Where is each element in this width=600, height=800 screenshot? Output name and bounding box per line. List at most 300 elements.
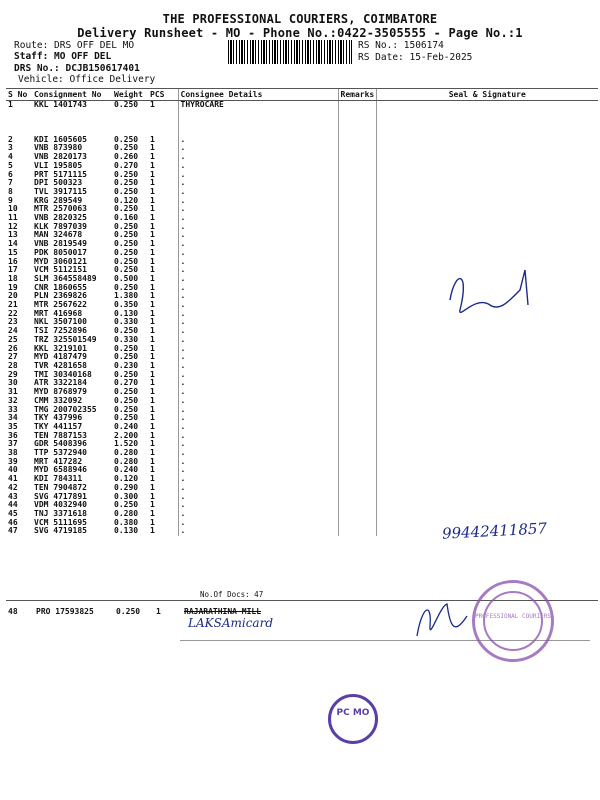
table-cell: TNJ 3371618 (34, 508, 87, 518)
table-cell: 40 (8, 465, 18, 475)
table-cell: 0.250 (114, 500, 139, 510)
table-cell: TTP 5372940 (34, 448, 87, 458)
table-cell (376, 353, 598, 362)
table-cell: 1 (150, 221, 155, 231)
table-cell (338, 240, 376, 249)
table-cell: 1 (150, 421, 155, 431)
table-cell: 46 (8, 517, 18, 527)
table-cell: 0.230 (114, 360, 139, 370)
table-row (6, 136, 598, 145)
table-cell (376, 458, 598, 467)
last-consignee: RAJARATHINA MILL (184, 607, 262, 616)
table-cell: 0.300 (114, 491, 139, 501)
table-cell: . (178, 284, 338, 293)
table-cell: MRT 416968 (34, 308, 83, 318)
table-row (6, 475, 598, 484)
table-cell (376, 197, 598, 206)
table-cell: . (178, 388, 338, 397)
table-cell: 0.500 (114, 273, 139, 283)
table-cell: 25 (8, 334, 18, 344)
table-cell: 1 (150, 239, 155, 249)
table-cell: 43 (8, 491, 18, 501)
table-cell: MTR 2567622 (34, 300, 87, 310)
table-cell (338, 249, 376, 258)
table-cell: MTR 2570063 (34, 204, 87, 214)
table-cell: NKL 3507100 (34, 317, 87, 327)
table-cell (338, 197, 376, 206)
table-cell: 0.250 (114, 204, 139, 214)
table-cell: PLN 2369826 (34, 291, 87, 301)
table-cell: 0.120 (114, 195, 139, 205)
table-cell (338, 527, 376, 536)
table-cell (338, 179, 376, 188)
table-cell: KKL 3219101 (34, 343, 87, 353)
table-cell: PRT 5171115 (34, 169, 87, 179)
table-cell (376, 214, 598, 223)
table-cell: VNB 2819549 (34, 239, 87, 249)
table-cell (338, 440, 376, 449)
table-cell: 12 (8, 221, 18, 231)
table-cell: 0.250 (114, 265, 139, 275)
table-row (6, 371, 598, 380)
table-cell: 16 (8, 256, 18, 266)
table-row (6, 336, 598, 345)
table-row (6, 205, 598, 214)
table-cell: 5 (8, 160, 13, 170)
table-cell (338, 362, 376, 371)
table-cell (338, 310, 376, 319)
table-cell (376, 423, 598, 432)
table-header (6, 89, 598, 101)
table-cell: DPI 500323 (34, 178, 83, 188)
table-cell: . (178, 345, 338, 354)
table-cell (338, 205, 376, 214)
column-header: Consignment No (32, 89, 112, 101)
handwritten-number: 99442411857 (441, 519, 548, 543)
table-cell: 0.250 (114, 178, 139, 188)
table-cell (338, 510, 376, 519)
table-cell: 1 (150, 517, 155, 527)
table-cell: . (178, 301, 338, 310)
table-cell: 1 (8, 100, 13, 109)
table-cell: 0.250 (114, 247, 139, 257)
table-cell: 26 (8, 343, 18, 353)
table-cell: VNB 873980 (34, 143, 83, 153)
table-cell: . (178, 336, 338, 345)
table-cell: TKY 437996 (34, 413, 83, 423)
table-cell (376, 101, 598, 110)
table-cell (338, 371, 376, 380)
table-cell (338, 101, 376, 110)
table-cell: 0.250 (114, 326, 139, 336)
table-cell: CMM 332092 (34, 395, 83, 405)
table-cell (376, 379, 598, 388)
table-cell: 1 (150, 404, 155, 414)
table-cell (338, 432, 376, 441)
barcode (228, 40, 352, 64)
table-cell (376, 501, 598, 510)
table-cell: 28 (8, 360, 18, 370)
table-cell: 4 (8, 152, 13, 162)
table-cell: 17 (8, 265, 18, 275)
table-cell: 0.330 (114, 317, 139, 327)
table-cell: 0.130 (114, 308, 139, 318)
table-cell (338, 388, 376, 397)
table-cell (376, 466, 598, 475)
table-cell (376, 440, 598, 449)
table-cell: VNB 2820173 (34, 152, 87, 162)
table-cell (376, 153, 598, 162)
table-cell: 1 (150, 169, 155, 179)
table-cell: KKL 1401743 (34, 100, 87, 109)
table-cell: 1.520 (114, 439, 139, 449)
table-cell: 1 (150, 343, 155, 353)
table-cell (338, 458, 376, 467)
table-cell: 1 (150, 413, 155, 423)
table-cell: 0.250 (114, 221, 139, 231)
table-cell (338, 406, 376, 415)
table-cell: 37 (8, 439, 18, 449)
table-cell (338, 519, 376, 528)
table-cell: TRZ 325501549 (34, 334, 97, 344)
table-cell (338, 223, 376, 232)
table-cell (338, 301, 376, 310)
table-cell: 1 (150, 100, 155, 109)
table-cell (376, 336, 598, 345)
table-cell (376, 144, 598, 153)
table-cell (376, 397, 598, 406)
table-cell: . (178, 197, 338, 206)
table-cell: 1 (150, 334, 155, 344)
table-cell: . (178, 493, 338, 502)
table-cell: . (178, 362, 338, 371)
table-cell (338, 153, 376, 162)
table-row (6, 353, 598, 362)
table-cell: . (178, 249, 338, 258)
table-cell: . (178, 458, 338, 467)
table-row (6, 144, 598, 153)
table-row (6, 101, 598, 110)
table-cell: 0.270 (114, 378, 139, 388)
table-cell: TVR 4281658 (34, 360, 87, 370)
table-cell: TVL 3917115 (34, 186, 87, 196)
table-row (6, 197, 598, 206)
table-cell: VDM 4032940 (34, 500, 87, 510)
table-cell: 39 (8, 456, 18, 466)
table-cell: 1 (150, 213, 155, 223)
table-cell: . (178, 179, 338, 188)
pc-mo-stamp: PC MO (328, 694, 378, 744)
table-cell (376, 240, 598, 249)
table-cell: . (178, 292, 338, 301)
table-cell: 1 (150, 143, 155, 153)
table-cell: . (178, 136, 338, 145)
table-cell: 0.160 (114, 213, 139, 223)
table-cell (338, 171, 376, 180)
table-row (6, 362, 598, 371)
table-cell: 20 (8, 291, 18, 301)
table-cell: 0.380 (114, 517, 139, 527)
table-cell (338, 379, 376, 388)
table-cell: MRT 417282 (34, 456, 83, 466)
table-cell: . (178, 527, 338, 536)
table-cell (338, 188, 376, 197)
table-cell (376, 493, 598, 502)
table-row (6, 423, 598, 432)
table-cell: SVG 4719185 (34, 526, 87, 536)
table-cell: 41 (8, 474, 18, 484)
handwritten-name: LAKSAmicard (188, 616, 273, 630)
table-cell: 1 (150, 465, 155, 475)
table-cell: 0.250 (114, 404, 139, 414)
table-cell: 1 (150, 369, 155, 379)
table-cell: . (178, 510, 338, 519)
table-cell (338, 414, 376, 423)
table-row (6, 406, 598, 415)
table-cell (376, 136, 598, 145)
table-cell: 11 (8, 213, 18, 223)
table-cell: KLK 7897039 (34, 221, 87, 231)
table-cell: 1 (150, 204, 155, 214)
table-cell: 0.250 (114, 143, 139, 153)
rs-number: RS No.: 1506174 (358, 40, 444, 51)
table-cell: MAN 324678 (34, 230, 83, 240)
table-cell: 47 (8, 526, 18, 536)
table-cell: 6 (8, 169, 13, 179)
staff-text: Staff: MO OFF DEL (14, 51, 112, 62)
table-cell: 1 (150, 395, 155, 405)
table-cell: 1 (150, 508, 155, 518)
signature-mark-2 (412, 596, 472, 644)
table-cell (376, 371, 598, 380)
table-cell: 1 (150, 230, 155, 240)
company-seal-stamp: PROFESSIONAL COURIERS (472, 580, 554, 662)
table-row (6, 414, 598, 423)
company-title: THE PROFESSIONAL COURIERS, COIMBATORE (162, 12, 438, 26)
table-cell: 0.120 (114, 474, 139, 484)
table-cell: 0.250 (114, 369, 139, 379)
table-cell: . (178, 353, 338, 362)
table-cell: 1 (150, 439, 155, 449)
table-cell: . (178, 266, 338, 275)
table-cell: 15 (8, 247, 18, 257)
table-cell: 1 (150, 387, 155, 397)
table-cell: 1 (150, 186, 155, 196)
table-cell: . (178, 214, 338, 223)
table-row (6, 466, 598, 475)
table-cell (376, 205, 598, 214)
table-cell: 1 (150, 265, 155, 275)
table-cell (338, 493, 376, 502)
table-cell: 2 (8, 134, 13, 144)
table-cell: 0.250 (114, 352, 139, 362)
table-row (6, 449, 598, 458)
table-cell: 35 (8, 421, 18, 431)
table-cell: VNB 2820325 (34, 213, 87, 223)
table-cell (338, 136, 376, 145)
column-header: Seal & Signature (376, 89, 598, 101)
table-cell: TKY 441157 (34, 421, 83, 431)
table-cell: 1 (150, 326, 155, 336)
table-cell: 27 (8, 352, 18, 362)
table-cell: . (178, 240, 338, 249)
table-cell: 1 (150, 273, 155, 283)
table-cell: 0.130 (114, 526, 139, 536)
table-cell: MYD 6588946 (34, 465, 87, 475)
table-cell: 30 (8, 378, 18, 388)
table-cell: 1 (150, 317, 155, 327)
table-cell: . (178, 144, 338, 153)
table-cell: . (178, 171, 338, 180)
table-cell: . (178, 371, 338, 380)
table-cell: 1 (150, 178, 155, 188)
table-cell: 1 (150, 256, 155, 266)
runsheet-line: Delivery Runsheet - MO - Phone No.:0422-3505555 - Page No.:1 (77, 26, 523, 40)
table-cell (376, 223, 598, 232)
table-cell: . (178, 205, 338, 214)
table-cell: 1 (150, 456, 155, 466)
table-cell: 0.250 (114, 413, 139, 423)
table-cell: 19 (8, 282, 18, 292)
table-cell: . (178, 423, 338, 432)
table-cell: 1.380 (114, 291, 139, 301)
table-cell: 1 (150, 448, 155, 458)
table-cell (338, 266, 376, 275)
table-cell: KDI 784311 (34, 474, 83, 484)
table-row (6, 171, 598, 180)
table-cell (376, 414, 598, 423)
table-cell: 21 (8, 300, 18, 310)
table-cell: 1 (150, 134, 155, 144)
signature-mark (430, 260, 560, 330)
table-cell (338, 292, 376, 301)
table-row (6, 510, 598, 519)
table-cell: VCM 5112151 (34, 265, 87, 275)
table-cell: . (178, 414, 338, 423)
table-cell: 0.240 (114, 421, 139, 431)
docs-count: No.Of Docs: 47 (200, 590, 264, 599)
table-cell: . (178, 162, 338, 171)
table-cell: SVG 4717891 (34, 491, 87, 501)
table-cell: . (178, 310, 338, 319)
table-row (6, 231, 598, 240)
table-cell: KRG 289549 (34, 195, 83, 205)
table-row (6, 440, 598, 449)
table-cell: 24 (8, 326, 18, 336)
table-cell: MYD 4187479 (34, 352, 87, 362)
table-row (6, 249, 598, 258)
table-cell (376, 406, 598, 415)
table-row (6, 188, 598, 197)
table-cell: . (178, 275, 338, 284)
table-cell: 1 (150, 352, 155, 362)
table-cell: . (178, 501, 338, 510)
table-cell (376, 231, 598, 240)
table-cell: 1 (150, 430, 155, 440)
table-cell: 1 (150, 474, 155, 484)
table-cell: . (178, 466, 338, 475)
table-cell: MYD 8768979 (34, 387, 87, 397)
column-header: PCS (148, 89, 178, 101)
table-cell (338, 336, 376, 345)
table-cell: CNR 1860655 (34, 282, 87, 292)
rs-date: RS Date: 15-Feb-2025 (358, 52, 473, 63)
table-cell: KDI 1605605 (34, 134, 87, 144)
table-cell: 1 (150, 195, 155, 205)
table-row (6, 458, 598, 467)
table-cell (376, 388, 598, 397)
table-cell: VCM 5111695 (34, 517, 87, 527)
table-cell (376, 179, 598, 188)
table-cell: 1 (150, 526, 155, 536)
table-cell: . (178, 484, 338, 493)
table-cell: 1 (150, 300, 155, 310)
table-cell: 1 (150, 247, 155, 257)
table-cell (376, 345, 598, 354)
table-cell (338, 484, 376, 493)
table-cell: 0.250 (114, 282, 139, 292)
table-cell: GDR 5408396 (34, 439, 87, 449)
table-cell: 0.250 (114, 343, 139, 353)
table-cell: VLI 195805 (34, 160, 83, 170)
table-cell: 0.250 (114, 134, 139, 144)
table-row (6, 214, 598, 223)
table-cell: TSI 7252896 (34, 326, 87, 336)
table-row (6, 432, 598, 441)
table-cell (338, 345, 376, 354)
table-cell: 42 (8, 482, 18, 492)
table-cell: PDK 8050017 (34, 247, 87, 257)
last-pcs: 1 (156, 607, 161, 616)
table-cell (376, 510, 598, 519)
table-cell: 36 (8, 430, 18, 440)
table-cell: 32 (8, 395, 18, 405)
table-row (6, 388, 598, 397)
column-header: Remarks (338, 89, 376, 101)
route-text: Route: DRS OFF DEL MO (14, 40, 135, 51)
table-cell: 0.280 (114, 456, 139, 466)
table-cell: TMG 200702355 (34, 404, 97, 414)
table-cell: TEN 7904872 (34, 482, 87, 492)
table-cell: ATR 3322184 (34, 378, 87, 388)
table-cell: 1 (150, 152, 155, 162)
column-header: Weight (112, 89, 148, 101)
table-cell (338, 284, 376, 293)
table-cell: . (178, 223, 338, 232)
table-cell: . (178, 519, 338, 528)
table-cell (338, 258, 376, 267)
table-cell (338, 275, 376, 284)
table-cell: 0.250 (114, 387, 139, 397)
table-cell (376, 432, 598, 441)
table-row (6, 179, 598, 188)
table-cell: . (178, 449, 338, 458)
table-cell: 18 (8, 273, 18, 283)
table-cell (338, 466, 376, 475)
table-cell (338, 144, 376, 153)
table-cell: . (178, 318, 338, 327)
table-cell: 1 (150, 482, 155, 492)
table-cell: 0.250 (114, 239, 139, 249)
table-cell: 1 (150, 378, 155, 388)
table-cell: 0.270 (114, 160, 139, 170)
table-cell (338, 423, 376, 432)
table-cell: 0.250 (114, 256, 139, 266)
table-row (6, 240, 598, 249)
table-row (6, 493, 598, 502)
table-cell (376, 449, 598, 458)
table-cell: 0.280 (114, 448, 139, 458)
